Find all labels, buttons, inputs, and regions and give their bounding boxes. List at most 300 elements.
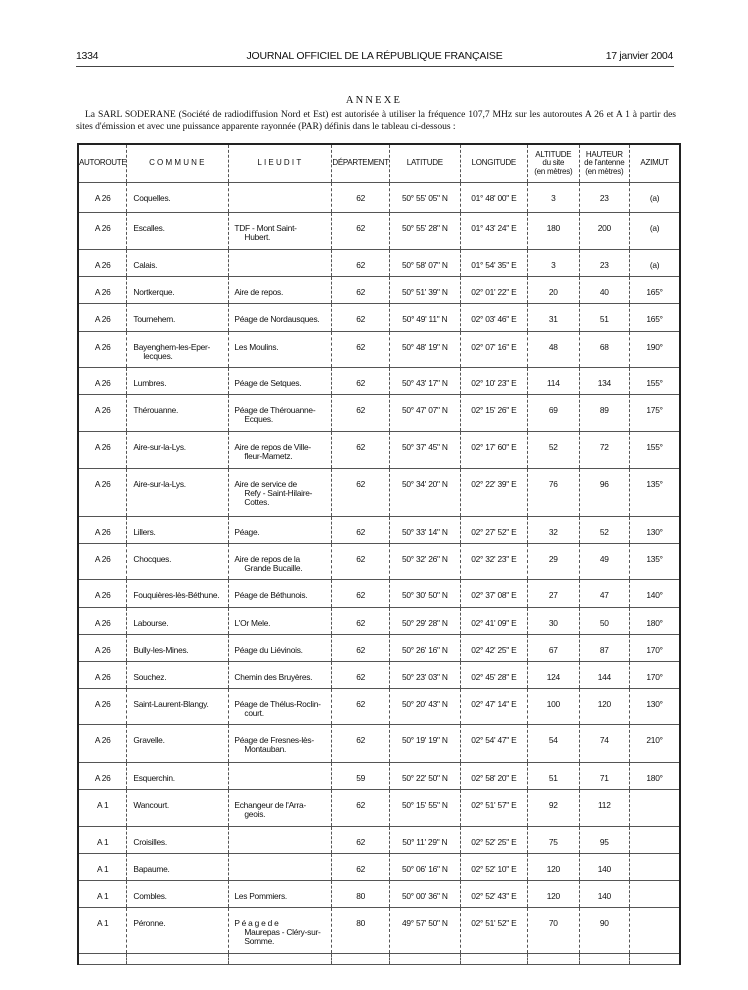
table-row bbox=[78, 580, 680, 608]
cell-autoroute: A 26 bbox=[78, 213, 127, 250]
lieudit-line2: geois. bbox=[244, 809, 266, 819]
cell-departement: 62 bbox=[332, 790, 389, 827]
cell-lieudit bbox=[229, 544, 332, 580]
lieudit-line1: TDF - Mont Saint- bbox=[234, 223, 297, 233]
table-row-continuation bbox=[78, 954, 680, 965]
cell-altitude: 75 bbox=[527, 827, 579, 854]
cell-altitude: 30 bbox=[527, 608, 579, 635]
cell-altitude: 100 bbox=[527, 689, 579, 725]
cell-lieudit bbox=[229, 304, 332, 332]
commune-line1: Bayenghem-les-Eper- bbox=[133, 342, 211, 352]
cell-latitude: 50° 33' 14" N bbox=[389, 517, 460, 544]
cell-autoroute: A 26 bbox=[78, 432, 127, 469]
lieudit-line1: Les Moulins. bbox=[234, 342, 279, 352]
col-header-altitude-line1: ALTITUDE bbox=[535, 149, 572, 159]
cell-longitude: 01° 43' 24" E bbox=[460, 213, 527, 250]
cell-lieudit bbox=[229, 368, 332, 395]
cell-hauteur: 144 bbox=[579, 662, 629, 689]
lieudit-line1: Aire de repos de la bbox=[234, 554, 300, 564]
cell-hauteur: 49 bbox=[579, 544, 629, 580]
cell-departement: 62 bbox=[332, 635, 389, 662]
table-row bbox=[78, 725, 680, 763]
cell-lieudit bbox=[229, 635, 332, 662]
cell-azimut bbox=[629, 854, 680, 881]
cell-departement: 62 bbox=[332, 544, 389, 580]
cell-azimut: 175° bbox=[629, 395, 680, 432]
lieudit-line1: Péage. bbox=[234, 527, 260, 537]
table-row bbox=[78, 304, 680, 332]
cell-azimut: 130° bbox=[629, 517, 680, 544]
cell-hauteur: 89 bbox=[579, 395, 629, 432]
cell-autoroute: A 1 bbox=[78, 790, 127, 827]
cell-longitude: 02° 52' 43" E bbox=[460, 881, 527, 908]
cell-longitude: 02° 07' 16" E bbox=[460, 332, 527, 368]
lieudit-line1: Péage de Thérouanne- bbox=[234, 405, 316, 415]
cell-latitude: 50° 43' 17" N bbox=[389, 368, 460, 395]
cell-altitude: 120 bbox=[527, 881, 579, 908]
cell-altitude: 124 bbox=[527, 662, 579, 689]
cell-departement: 62 bbox=[332, 608, 389, 635]
cell-commune bbox=[127, 580, 229, 608]
cell-azimut: 190° bbox=[629, 332, 680, 368]
col-header-hauteur-line3: (en mètres) bbox=[585, 166, 624, 176]
cell-latitude: 50° 48' 19" N bbox=[389, 332, 460, 368]
commune-line1: Croisilles. bbox=[133, 837, 167, 847]
cell-departement: 62 bbox=[332, 183, 389, 213]
lieudit-line2: Grande Bucaille. bbox=[244, 563, 303, 573]
cell-commune bbox=[127, 689, 229, 725]
commune-line1: Esquerchin. bbox=[133, 773, 175, 783]
cell-hauteur: 140 bbox=[579, 854, 629, 881]
cell-lieudit bbox=[229, 790, 332, 827]
page-header bbox=[76, 46, 673, 66]
cell-hauteur: 112 bbox=[579, 790, 629, 827]
cell-hauteur: 134 bbox=[579, 368, 629, 395]
lieudit-line1: Péage de Nordausques. bbox=[234, 314, 320, 324]
table-row bbox=[78, 517, 680, 544]
lieudit-line1: Aire de repos de Ville- bbox=[234, 442, 311, 452]
cell-commune bbox=[127, 790, 229, 827]
commune-line1: Thérouanne. bbox=[133, 405, 179, 415]
cell-departement: 62 bbox=[332, 662, 389, 689]
col-header-altitude-line3: (en mètres) bbox=[534, 166, 573, 176]
table-row bbox=[78, 635, 680, 662]
cell-azimut: 135° bbox=[629, 469, 680, 517]
cell-longitude: 02° 54' 47" E bbox=[460, 725, 527, 763]
cell-altitude: 29 bbox=[527, 544, 579, 580]
cell-departement: 62 bbox=[332, 854, 389, 881]
cell-latitude: 50° 32' 26" N bbox=[389, 544, 460, 580]
lieudit-line1: Péage de Thélus-Roclin- bbox=[234, 699, 321, 709]
cell-latitude: 50° 00' 36" N bbox=[389, 881, 460, 908]
cell-autoroute: A 26 bbox=[78, 662, 127, 689]
cell-departement: 62 bbox=[332, 304, 389, 332]
cell-departement: 62 bbox=[332, 689, 389, 725]
cell-commune bbox=[127, 854, 229, 881]
lieudit-line2: fleur-Mametz. bbox=[244, 451, 293, 461]
lieudit-line1: Chemin des Bruyères. bbox=[234, 672, 313, 682]
cell-empty bbox=[527, 954, 579, 965]
table-row bbox=[78, 689, 680, 725]
cell-departement: 62 bbox=[332, 827, 389, 854]
cell-longitude: 02° 51' 57" E bbox=[460, 790, 527, 827]
cell-longitude: 02° 42' 25" E bbox=[460, 635, 527, 662]
cell-latitude: 50° 06' 16" N bbox=[389, 854, 460, 881]
cell-commune bbox=[127, 432, 229, 469]
cell-autoroute: A 1 bbox=[78, 908, 127, 954]
cell-latitude: 50° 49' 11" N bbox=[389, 304, 460, 332]
cell-departement: 62 bbox=[332, 213, 389, 250]
annex-intro-paragraph: La SARL SODERANE (Société de radiodiffusion Nord et Est) est autorisée à utiliser la fréquence 107,7 MHz sur les autoroutes A 26 et A 1 à partir des sites d'émission et avec une puissance apparente rayonnée (PAR) définis dans le tableau ci-dessous : bbox=[76, 109, 676, 132]
cell-altitude: 69 bbox=[527, 395, 579, 432]
cell-departement: 80 bbox=[332, 881, 389, 908]
col-header-autoroute: AUTOROUTE bbox=[78, 144, 127, 183]
cell-departement: 59 bbox=[332, 763, 389, 790]
lieudit-line3: Cottes. bbox=[244, 497, 270, 507]
cell-lieudit bbox=[229, 580, 332, 608]
cell-longitude: 02° 27' 52" E bbox=[460, 517, 527, 544]
commune-line1: Bully-les-Mines. bbox=[133, 645, 189, 655]
cell-empty bbox=[389, 954, 460, 965]
lieudit-line2: court. bbox=[244, 708, 264, 718]
cell-commune bbox=[127, 368, 229, 395]
commune-line1: Escalles. bbox=[133, 223, 165, 233]
commune-line1: Lillers. bbox=[133, 527, 156, 537]
commune-line1: Aire-sur-la-Lys. bbox=[133, 479, 186, 489]
cell-latitude: 50° 22' 50" N bbox=[389, 763, 460, 790]
cell-azimut: 180° bbox=[629, 608, 680, 635]
table-row bbox=[78, 662, 680, 689]
cell-latitude: 50° 26' 16" N bbox=[389, 635, 460, 662]
cell-altitude: 76 bbox=[527, 469, 579, 517]
cell-longitude: 02° 15' 26" E bbox=[460, 395, 527, 432]
cell-lieudit bbox=[229, 183, 332, 213]
cell-longitude: 02° 22' 39" E bbox=[460, 469, 527, 517]
table-row bbox=[78, 790, 680, 827]
cell-commune bbox=[127, 469, 229, 517]
cell-commune bbox=[127, 608, 229, 635]
cell-hauteur: 51 bbox=[579, 304, 629, 332]
cell-azimut: 155° bbox=[629, 432, 680, 469]
cell-commune bbox=[127, 517, 229, 544]
cell-lieudit bbox=[229, 277, 332, 304]
commune-line1: Lumbres. bbox=[133, 378, 167, 388]
cell-commune bbox=[127, 908, 229, 954]
cell-altitude: 27 bbox=[527, 580, 579, 608]
cell-altitude: 54 bbox=[527, 725, 579, 763]
lieudit-line2: Montauban. bbox=[244, 744, 287, 754]
cell-commune bbox=[127, 304, 229, 332]
cell-departement: 62 bbox=[332, 332, 389, 368]
cell-longitude: 02° 37' 08" E bbox=[460, 580, 527, 608]
cell-commune bbox=[127, 635, 229, 662]
header-rule bbox=[76, 66, 674, 67]
cell-departement: 62 bbox=[332, 580, 389, 608]
cell-latitude: 50° 29' 28" N bbox=[389, 608, 460, 635]
col-header-hauteur-line1: HAUTEUR bbox=[585, 149, 623, 159]
cell-hauteur: 200 bbox=[579, 213, 629, 250]
cell-hauteur: 23 bbox=[579, 183, 629, 213]
cell-azimut: 170° bbox=[629, 635, 680, 662]
cell-lieudit bbox=[229, 854, 332, 881]
cell-azimut: 180° bbox=[629, 763, 680, 790]
cell-lieudit bbox=[229, 395, 332, 432]
cell-autoroute: A 26 bbox=[78, 250, 127, 277]
cell-autoroute: A 26 bbox=[78, 368, 127, 395]
commune-line1: Gravelle. bbox=[133, 735, 165, 745]
cell-latitude: 50° 19' 19" N bbox=[389, 725, 460, 763]
cell-altitude: 92 bbox=[527, 790, 579, 827]
cell-longitude: 02° 52' 25" E bbox=[460, 827, 527, 854]
col-header-lieudit: LIEUDIT bbox=[229, 144, 332, 183]
cell-hauteur: 87 bbox=[579, 635, 629, 662]
cell-azimut bbox=[629, 827, 680, 854]
table-row bbox=[78, 544, 680, 580]
cell-hauteur: 96 bbox=[579, 469, 629, 517]
cell-lieudit bbox=[229, 662, 332, 689]
commune-line1: Nortkerque. bbox=[133, 287, 175, 297]
cell-longitude: 02° 51' 52" E bbox=[460, 908, 527, 954]
cell-altitude: 31 bbox=[527, 304, 579, 332]
cell-longitude: 02° 45' 28" E bbox=[460, 662, 527, 689]
cell-altitude: 3 bbox=[527, 250, 579, 277]
commune-line1: Aire-sur-la-Lys. bbox=[133, 442, 186, 452]
cell-latitude: 50° 55' 05" N bbox=[389, 183, 460, 213]
cell-lieudit bbox=[229, 725, 332, 763]
cell-longitude: 02° 47' 14" E bbox=[460, 689, 527, 725]
frequency-sites-table bbox=[77, 143, 681, 965]
cell-hauteur: 120 bbox=[579, 689, 629, 725]
cell-commune bbox=[127, 213, 229, 250]
cell-autoroute: A 26 bbox=[78, 395, 127, 432]
commune-line1: Wancourt. bbox=[133, 800, 169, 810]
table-row bbox=[78, 183, 680, 213]
cell-latitude: 50° 51' 39" N bbox=[389, 277, 460, 304]
cell-empty bbox=[127, 954, 229, 965]
cell-lieudit bbox=[229, 213, 332, 250]
cell-latitude: 50° 30' 50" N bbox=[389, 580, 460, 608]
col-header-longitude: LONGITUDE bbox=[460, 144, 527, 183]
cell-azimut: 210° bbox=[629, 725, 680, 763]
table-row bbox=[78, 395, 680, 432]
table-row bbox=[78, 250, 680, 277]
cell-lieudit bbox=[229, 689, 332, 725]
cell-autoroute: A 26 bbox=[78, 517, 127, 544]
lieudit-line3: Somme. bbox=[244, 936, 275, 946]
table-row bbox=[78, 854, 680, 881]
cell-altitude: 67 bbox=[527, 635, 579, 662]
cell-lieudit bbox=[229, 908, 332, 954]
cell-autoroute: A 26 bbox=[78, 469, 127, 517]
cell-commune bbox=[127, 183, 229, 213]
cell-commune bbox=[127, 827, 229, 854]
lieudit-line1: Echangeur de l'Arra- bbox=[234, 800, 306, 810]
table-row bbox=[78, 908, 680, 954]
table-row bbox=[78, 827, 680, 854]
cell-altitude: 52 bbox=[527, 432, 579, 469]
cell-latitude: 50° 11' 29" N bbox=[389, 827, 460, 854]
cell-lieudit bbox=[229, 608, 332, 635]
cell-autoroute: A 26 bbox=[78, 608, 127, 635]
lieudit-line2: Refy - Saint-Hilaire- bbox=[244, 488, 313, 498]
table-row bbox=[78, 608, 680, 635]
table-header-row bbox=[78, 144, 680, 183]
cell-commune bbox=[127, 277, 229, 304]
cell-commune bbox=[127, 725, 229, 763]
cell-lieudit bbox=[229, 250, 332, 277]
cell-altitude: 20 bbox=[527, 277, 579, 304]
col-header-hauteur-line2: de l'antenne bbox=[584, 158, 625, 168]
cell-longitude: 02° 41' 09" E bbox=[460, 608, 527, 635]
cell-hauteur: 90 bbox=[579, 908, 629, 954]
cell-azimut: (a) bbox=[629, 250, 680, 277]
cell-latitude: 50° 34' 20" N bbox=[389, 469, 460, 517]
cell-latitude: 50° 55' 28" N bbox=[389, 213, 460, 250]
cell-lieudit bbox=[229, 332, 332, 368]
cell-altitude: 70 bbox=[527, 908, 579, 954]
cell-longitude: 02° 58' 20" E bbox=[460, 763, 527, 790]
cell-hauteur: 68 bbox=[579, 332, 629, 368]
cell-azimut bbox=[629, 790, 680, 827]
lieudit-line2: Maurepas - Cléry-sur- bbox=[244, 927, 321, 937]
annex-title: ANNEXE bbox=[345, 95, 403, 106]
lieudit-line1: Péage du Liévinois. bbox=[234, 645, 303, 655]
cell-longitude: 02° 01' 22" E bbox=[460, 277, 527, 304]
cell-hauteur: 40 bbox=[579, 277, 629, 304]
cell-departement: 62 bbox=[332, 432, 389, 469]
cell-commune bbox=[127, 395, 229, 432]
lieudit-line1: Les Pommiers. bbox=[234, 891, 287, 901]
lieudit-line1: Aire de service de bbox=[234, 479, 297, 489]
col-header-commune: COMMUNE bbox=[127, 144, 229, 183]
cell-commune bbox=[127, 881, 229, 908]
commune-line1: Chocques. bbox=[133, 554, 172, 564]
cell-departement: 62 bbox=[332, 469, 389, 517]
cell-altitude: 32 bbox=[527, 517, 579, 544]
cell-longitude: 01° 54' 35" E bbox=[460, 250, 527, 277]
table-row bbox=[78, 332, 680, 368]
cell-departement: 62 bbox=[332, 277, 389, 304]
cell-commune bbox=[127, 250, 229, 277]
cell-lieudit bbox=[229, 469, 332, 517]
table-body bbox=[78, 183, 680, 965]
cell-hauteur: 72 bbox=[579, 432, 629, 469]
cell-hauteur: 52 bbox=[579, 517, 629, 544]
table-row bbox=[78, 432, 680, 469]
lieudit-line1: L'Or Mele. bbox=[234, 618, 271, 628]
cell-azimut: 170° bbox=[629, 662, 680, 689]
page-number: 1334 bbox=[76, 50, 99, 62]
lieudit-line1: P é a g e d e bbox=[234, 918, 279, 928]
table-row bbox=[78, 368, 680, 395]
cell-autoroute: A 1 bbox=[78, 827, 127, 854]
cell-autoroute: A 26 bbox=[78, 332, 127, 368]
cell-latitude: 50° 15' 55" N bbox=[389, 790, 460, 827]
cell-hauteur: 71 bbox=[579, 763, 629, 790]
commune-line1: Souchez. bbox=[133, 672, 167, 682]
cell-empty bbox=[460, 954, 527, 965]
cell-altitude: 180 bbox=[527, 213, 579, 250]
col-header-azimut: AZIMUT bbox=[629, 144, 680, 183]
cell-altitude: 48 bbox=[527, 332, 579, 368]
lieudit-line1: Péage de Setques. bbox=[234, 378, 302, 388]
cell-empty bbox=[629, 954, 680, 965]
cell-azimut: (a) bbox=[629, 213, 680, 250]
cell-commune bbox=[127, 332, 229, 368]
commune-line1: Combles. bbox=[133, 891, 167, 901]
cell-azimut: 155° bbox=[629, 368, 680, 395]
cell-hauteur: 95 bbox=[579, 827, 629, 854]
table-row bbox=[78, 763, 680, 790]
cell-lieudit bbox=[229, 827, 332, 854]
cell-longitude: 02° 32' 23" E bbox=[460, 544, 527, 580]
cell-lieudit bbox=[229, 881, 332, 908]
col-header-altitude bbox=[527, 144, 579, 183]
commune-line1: Tournehem. bbox=[133, 314, 176, 324]
cell-azimut bbox=[629, 881, 680, 908]
cell-hauteur: 23 bbox=[579, 250, 629, 277]
table-row bbox=[78, 469, 680, 517]
cell-longitude: 02° 03' 46" E bbox=[460, 304, 527, 332]
cell-autoroute: A 26 bbox=[78, 635, 127, 662]
cell-azimut: 135° bbox=[629, 544, 680, 580]
cell-autoroute: A 1 bbox=[78, 854, 127, 881]
cell-latitude: 49° 57' 50" N bbox=[389, 908, 460, 954]
cell-hauteur: 74 bbox=[579, 725, 629, 763]
cell-departement: 62 bbox=[332, 395, 389, 432]
cell-autoroute: A 26 bbox=[78, 580, 127, 608]
cell-azimut bbox=[629, 908, 680, 954]
lieudit-line1: Aire de repos. bbox=[234, 287, 284, 297]
publication-date: 17 janvier 2004 bbox=[605, 50, 673, 62]
cell-longitude: 01° 48' 00" E bbox=[460, 183, 527, 213]
col-header-latitude: LATITUDE bbox=[389, 144, 460, 183]
commune-line1: Bapaume. bbox=[133, 864, 170, 874]
cell-hauteur: 50 bbox=[579, 608, 629, 635]
cell-commune bbox=[127, 763, 229, 790]
cell-empty bbox=[332, 954, 389, 965]
cell-autoroute: A 26 bbox=[78, 544, 127, 580]
cell-autoroute: A 26 bbox=[78, 725, 127, 763]
lieudit-line1: Péage de Fresnes-lès- bbox=[234, 735, 314, 745]
cell-commune bbox=[127, 544, 229, 580]
table-row bbox=[78, 881, 680, 908]
cell-departement: 62 bbox=[332, 725, 389, 763]
cell-longitude: 02° 52' 10" E bbox=[460, 854, 527, 881]
cell-autoroute: A 26 bbox=[78, 763, 127, 790]
journal-title: JOURNAL OFFICIEL DE LA RÉPUBLIQUE FRANÇAISE bbox=[246, 50, 503, 62]
cell-empty bbox=[579, 954, 629, 965]
col-header-hauteur bbox=[579, 144, 629, 183]
cell-latitude: 50° 20' 43" N bbox=[389, 689, 460, 725]
cell-altitude: 51 bbox=[527, 763, 579, 790]
cell-commune bbox=[127, 662, 229, 689]
cell-azimut: 130° bbox=[629, 689, 680, 725]
cell-azimut: 140° bbox=[629, 580, 680, 608]
cell-departement: 62 bbox=[332, 250, 389, 277]
lieudit-line2: Ecques. bbox=[244, 414, 273, 424]
cell-altitude: 3 bbox=[527, 183, 579, 213]
cell-autoroute: A 26 bbox=[78, 689, 127, 725]
cell-lieudit bbox=[229, 432, 332, 469]
cell-altitude: 114 bbox=[527, 368, 579, 395]
cell-departement: 62 bbox=[332, 517, 389, 544]
cell-longitude: 02° 10' 23" E bbox=[460, 368, 527, 395]
col-header-departement: DÉPARTEMENT bbox=[332, 144, 389, 183]
commune-line1: Calais. bbox=[133, 260, 158, 270]
cell-autoroute: A 26 bbox=[78, 304, 127, 332]
cell-longitude: 02° 17' 60" E bbox=[460, 432, 527, 469]
